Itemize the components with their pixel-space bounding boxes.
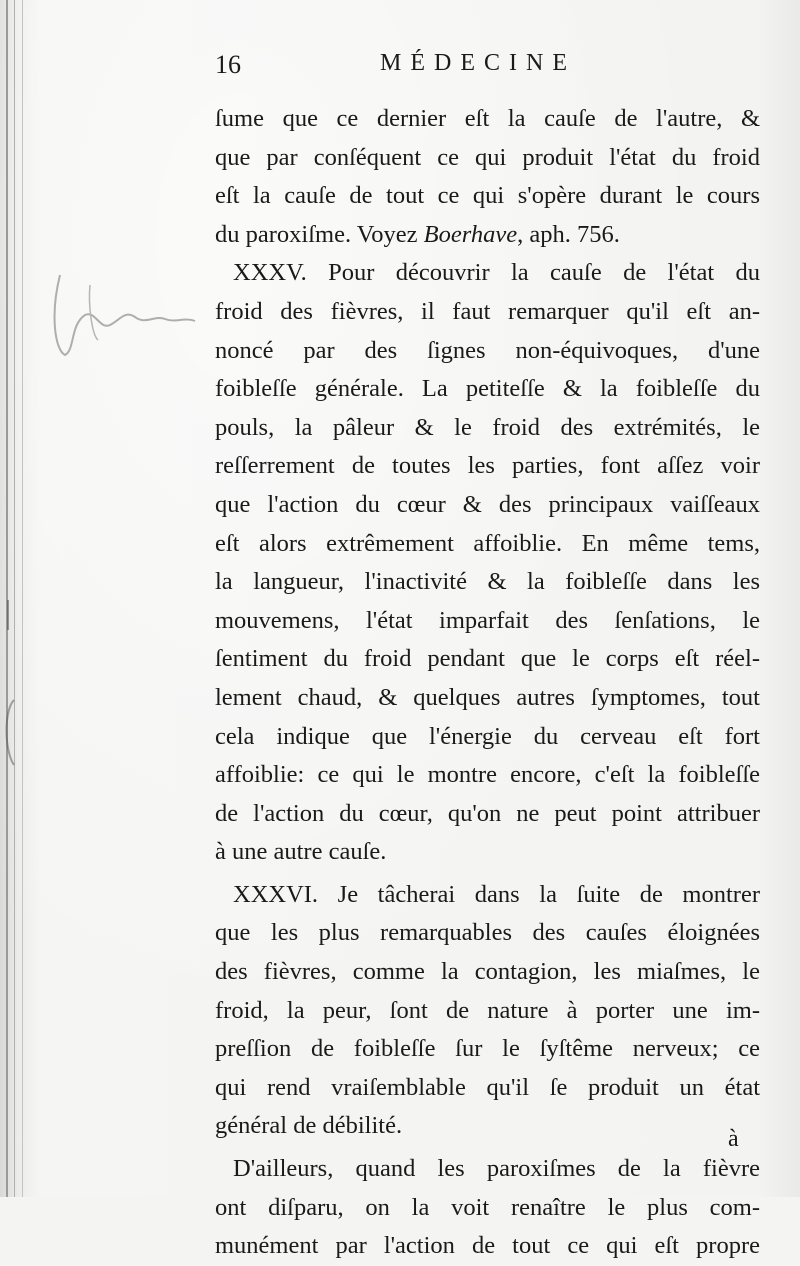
text-line: à une autre cauſe. <box>215 838 387 866</box>
text-line: pouls, la pâleur & le froid des extrémités, le <box>215 413 760 441</box>
body-text <box>215 100 760 1266</box>
text-line: ſentiment du froid pendant que le corps eſt réel- <box>215 645 760 673</box>
text-line: la langueur, l'inactivité & la foibleſſe dans les <box>215 568 760 596</box>
handwritten-margin-note-icon <box>40 255 200 375</box>
text-line: qui rend vraiſemblable qu'il ſe produit un état <box>215 1073 760 1101</box>
paragraph-start-line: XXXV. Pour découvrir la cauſe de l'état du <box>233 259 760 287</box>
text-line: ſume que ce dernier eſt la cauſe de l'autre, & <box>215 105 760 132</box>
margin-bracket-icon <box>0 590 30 770</box>
text-line: général de débilité. <box>215 1112 403 1140</box>
paragraph-start-line: XXXVI. Je tâcherai dans la ſuite de montrer <box>233 880 760 908</box>
text-line: de l'action du cœur, qu'on ne peut point attribuer <box>215 799 760 827</box>
text-line: eſt alors extrêmement affoiblie. En même tems, <box>215 529 760 557</box>
text-line: affoiblie: ce qui le montre encore, c'eſt la foibleſſe <box>215 761 760 789</box>
author-name: Boerhave <box>423 220 518 248</box>
text-line: mouvemens, l'état imparfait des ſenſations, le <box>215 606 760 634</box>
text-line: du paroxiſme. Voyez Boerhave, aph. 756. <box>215 220 620 248</box>
text-line: lement chaud, & quelques autres ſymptomes, tout <box>215 683 760 711</box>
page-number: 16 <box>215 50 241 79</box>
text-line: froid des fièvres, il faut remarquer qu'il eſt an- <box>215 297 760 325</box>
text-line: froid, la peur, ſont de nature à porter une im- <box>215 996 760 1024</box>
text-line: noncé par des ſignes non-équivoques, d'une <box>215 336 760 364</box>
text-line: eſt la cauſe de tout ce qui s'opère durant le cours <box>215 182 760 210</box>
paragraph-start-line: D'ailleurs, quand les paroxiſmes de la fièvre <box>233 1155 760 1183</box>
text-line: cela indique que l'énergie du cerveau eſt fort <box>215 722 760 750</box>
catchword: à <box>728 1126 739 1152</box>
text-line: preſſion de foibleſſe ſur le ſyſtême nerveux; ce <box>215 1035 760 1063</box>
text-line: des fièvres, comme la contagion, les miaſmes, le <box>215 958 760 986</box>
text-line: que l'action du cœur & des principaux vaiſſeaux <box>215 490 760 518</box>
page-header <box>215 50 755 90</box>
text-line: reſſerrement de toutes les parties, font aſſez voir <box>215 452 760 480</box>
text-line: foibleſſe générale. La petiteſſe & la foibleſſe du <box>215 375 760 403</box>
text-line: munément par l'action de tout ce qui eſt propre <box>215 1232 760 1260</box>
text-line: que les plus remarquables des cauſes éloignées <box>215 919 760 947</box>
text-line: que par conſéquent ce qui produit l'état du froid <box>215 143 760 171</box>
text-line: ont diſparu, on la voit renaître le plus com- <box>215 1193 760 1221</box>
running-head: MÉDECINE <box>380 50 576 76</box>
